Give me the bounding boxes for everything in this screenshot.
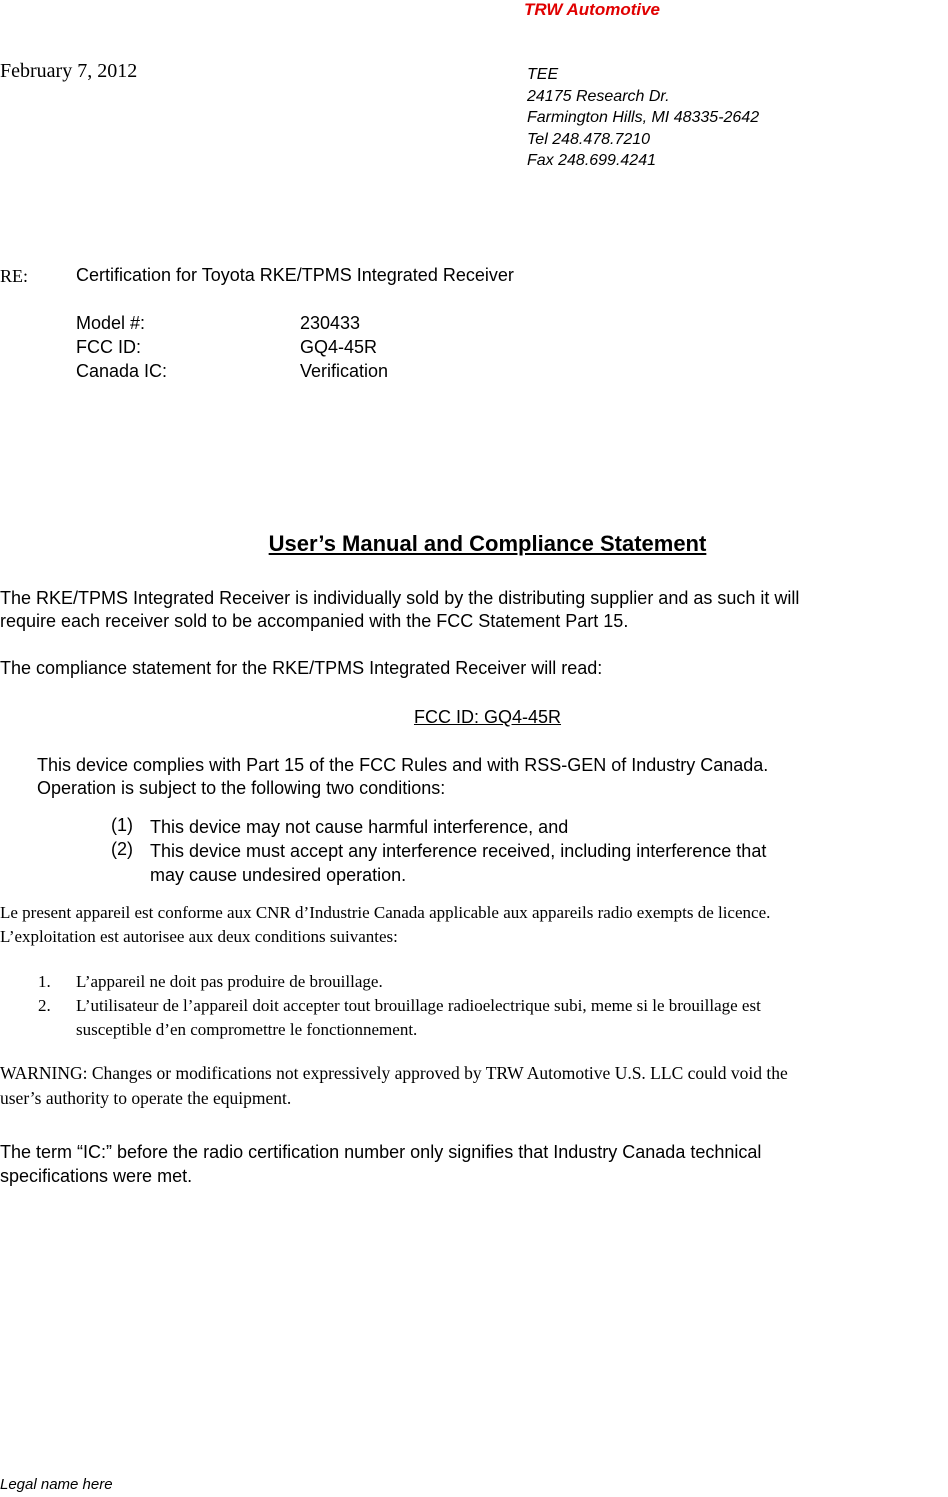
condition-text: This device must accept any interference received, including interference that <box>150 841 767 861</box>
company-name: TRW Automotive <box>524 0 660 19</box>
field-label-canada-ic: Canada IC: <box>76 361 168 381</box>
french-condition-text: L’appareil ne doit pas produire de brouillage. <box>76 972 383 991</box>
warning-line-2: user’s authority to operate the equipment. <box>0 1088 292 1108</box>
re-label: RE: <box>0 266 29 286</box>
letter-date: February 7, 2012 <box>0 60 138 82</box>
re-subject: Certification for Toyota RKE/TPMS Integrated Receiver <box>76 265 514 285</box>
statement-intro: The compliance statement for the RKE/TPMS Integrated Receiver will read: <box>0 658 603 678</box>
address-line: TEE <box>527 66 559 83</box>
fcc-id-line: FCC ID: GQ4-45R <box>413 707 562 727</box>
condition-text: This device may not cause harmful interference, and <box>150 817 569 837</box>
condition-number: (2) <box>111 839 133 859</box>
legal-name-footer: Legal name here <box>0 1476 113 1493</box>
ic-note-line-2: specifications were met. <box>0 1166 193 1186</box>
french-line-2: L’exploitation est autorisee aux deux conditions suivantes: <box>0 927 398 946</box>
warning-line-1: WARNING: Changes or modifications not expressively approved by TRW Automotive U.S. LLC could void the <box>0 1063 788 1083</box>
french-condition-number: 1. <box>38 972 51 991</box>
french-condition-text: L’utilisateur de l’appareil doit accepter tout brouillage radioelectrique subi, meme si le brouillage est <box>76 996 761 1015</box>
condition-text-continued: may cause undesired operation. <box>150 865 407 885</box>
french-condition-number: 2. <box>38 996 51 1015</box>
field-value-model: 230433 <box>300 313 361 333</box>
address-block <box>527 64 759 172</box>
address-line: Tel 248.478.7210 <box>527 130 651 148</box>
statement-line-1: This device complies with Part 15 of the FCC Rules and with RSS-GEN of Industry Canada. <box>37 755 769 775</box>
address-line: 24175 Research Dr. <box>527 87 670 105</box>
address-line: Fax 248.699.4241 <box>527 152 656 169</box>
field-label-fcc: FCC ID: <box>76 337 141 357</box>
french-condition-text-continued: susceptible d’en compromettre le fonctionnement. <box>76 1020 418 1039</box>
document-heading: User’s Manual and Compliance Statement <box>268 531 707 556</box>
intro-line-2: require each receiver sold to be accompanied with the FCC Statement Part 15. <box>0 611 629 631</box>
intro-line-1: The RKE/TPMS Integrated Receiver is individually sold by the distributing supplier and as such it will <box>0 588 800 608</box>
condition-number: (1) <box>111 815 133 835</box>
field-value-canada-ic: Verification <box>300 361 389 381</box>
field-value-fcc: GQ4-45R <box>300 337 378 357</box>
field-label-model: Model #: <box>76 313 146 333</box>
french-line-1: Le present appareil est conforme aux CNR d’Industrie Canada applicable aux appareils radio exempts de licence. <box>0 903 771 922</box>
statement-line-2: Operation is subject to the following two conditions: <box>37 778 446 798</box>
ic-note-line-1: The term “IC:” before the radio certification number only signifies that Industry Canada technical <box>0 1142 762 1162</box>
address-line: Farmington Hills, MI 48335-2642 <box>527 109 760 126</box>
